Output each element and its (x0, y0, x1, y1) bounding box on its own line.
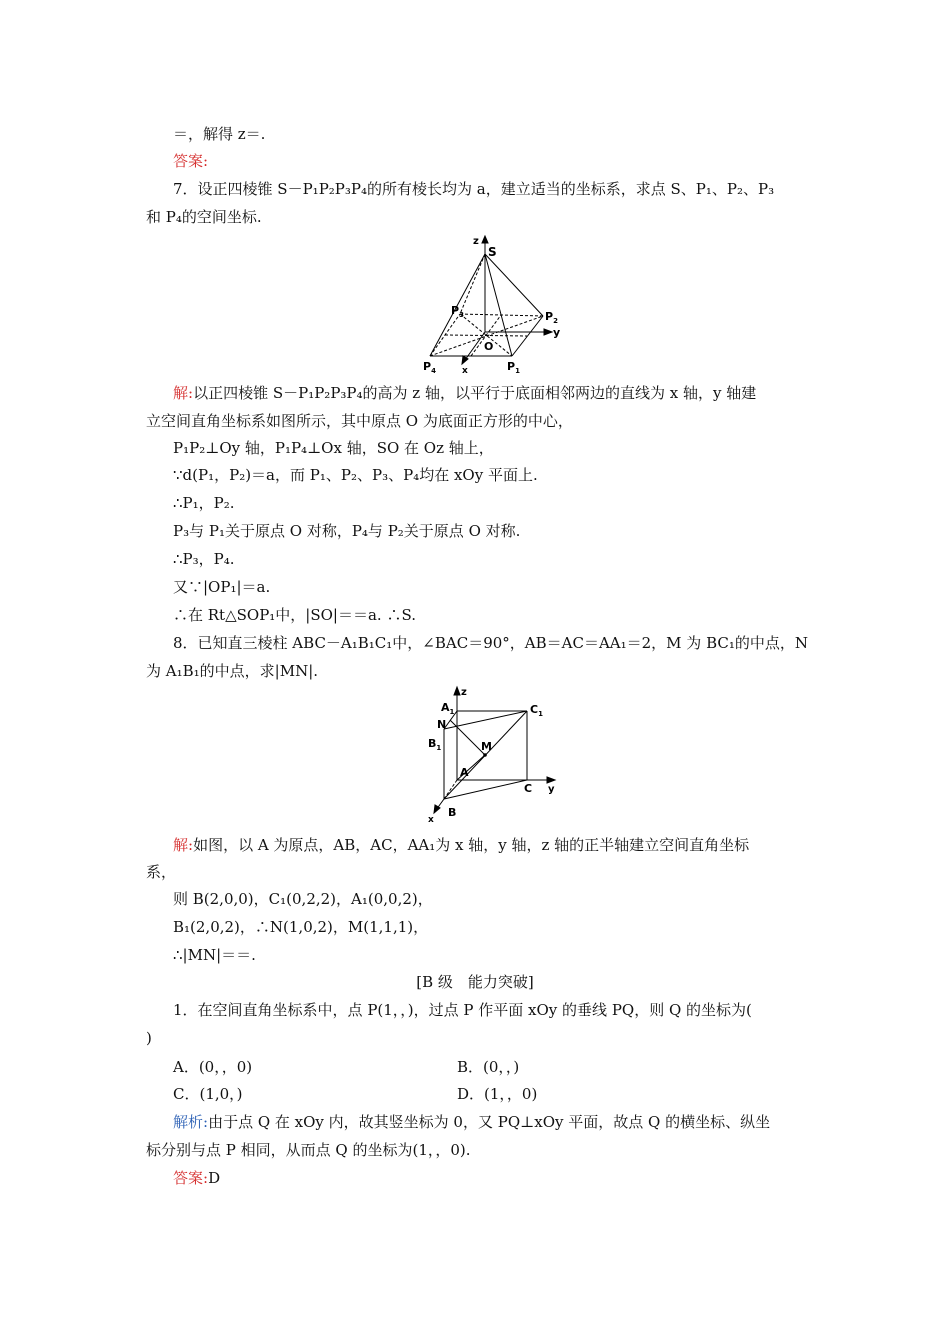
text-line: 又∵|OP₁|＝a. (173, 578, 271, 596)
axis-label-y: y (553, 326, 561, 339)
section-heading: [B 级 能力突破] (416, 973, 534, 991)
point-m-marker (483, 753, 487, 757)
point-label-p4: $P_4$ (423, 360, 436, 375)
prism-diagram (424, 684, 574, 826)
axis-label-y: y (548, 784, 555, 795)
text-line: 立空间直角坐标系如图所示，其中原点 O 为底面正方形的中心， (146, 412, 573, 430)
point-label-c: C (524, 782, 533, 795)
point-label-p1: $P_1$ (507, 360, 520, 375)
solution-7-line: 解:以正四棱锥 S－P₁P₂P₃P₄的高为 z 轴，以平行于底面相邻两边的直线为 x 轴，y 轴建 (173, 384, 757, 402)
text-line: ∵d(P₁，P₂)＝a，而 P₁、P₂、P₃、P₄均在 xOy 平面上. (173, 466, 538, 484)
axis-label-x: x (462, 366, 468, 376)
question-8: 8．已知直三棱柱 ABC－A₁B₁C₁中，∠BAC＝90°，AB＝AC＝AA₁＝2，M 为 BC₁的中点，N (173, 634, 808, 652)
point-label-b1: $B_1$ (428, 737, 442, 752)
text-line: P₃与 P₁关于原点 O 对称，P₄与 P₂关于原点 O 对称. (173, 522, 521, 540)
point-label-c1: $C_1$ (530, 703, 543, 718)
pyramid-diagram (415, 232, 575, 378)
point-label-m: M (481, 740, 492, 753)
question-b1: 1．在空间直角坐标系中，点 P(1，，)，过点 P 作平面 xOy 的垂线 PQ，则 Q 的坐标为( (173, 1001, 752, 1019)
text-line: P₁P₂⊥Oy 轴，P₁P₄⊥Ox 轴，SO 在 Oz 轴上， (173, 439, 494, 457)
text-line: ∴|MN|＝＝. (173, 946, 256, 964)
text-line: ＝，解得 z＝. (173, 125, 266, 143)
text-line: ∴P₁，P₂. (173, 494, 235, 512)
text-line: 为 A₁B₁的中点，求|MN|. (146, 662, 319, 680)
answer-label: 答案: (173, 152, 209, 170)
point-label-a: A (460, 766, 469, 779)
text-line: ) (146, 1029, 152, 1047)
point-label-a1: $A_1$ (441, 701, 455, 716)
text-line: 和 P₄的空间坐标. (146, 208, 262, 226)
axis-label-x: x (428, 815, 434, 825)
point-label-p2: $P_2$ (545, 310, 558, 325)
text-line: 系， (146, 863, 177, 881)
option-c: C．(1,0，) (173, 1085, 243, 1103)
analysis-line: 解析:由于点 Q 在 xOy 内，故其竖坐标为 0，又 PQ⊥xOy 平面，故点 Q 的横坐标、纵坐 (173, 1113, 771, 1131)
text-line: 则 B(2,0,0)，C₁(0,2,2)，A₁(0,0,2)， (173, 890, 433, 908)
axis-label-z: z (473, 236, 479, 247)
text-line: 标分别与点 P 相同，从而点 Q 的坐标为(1，，0). (146, 1141, 471, 1159)
text-line: ∴P₃，P₄. (173, 550, 235, 568)
text-line: ∴在 Rt△SOP₁中，|SO|＝＝a. ∴S. (173, 606, 416, 624)
option-b: B．(0，，) (457, 1058, 520, 1076)
origin-label-o: O (484, 340, 494, 353)
point-label-p3: $P_3$ (451, 304, 464, 319)
text-line: B₁(2,0,2)，∴N(1,0,2)，M(1,1,1)， (173, 918, 429, 936)
option-a: A．(0，，0) (173, 1058, 253, 1076)
answer-line: 答案:D (173, 1169, 221, 1187)
option-d: D．(1，，0) (457, 1085, 538, 1103)
question-7: 7．设正四棱锥 S－P₁P₂P₃P₄的所有棱长均为 a，建立适当的坐标系，求点 S、P₁、P₂、P₃ (173, 180, 775, 198)
point-label-s: S (488, 245, 497, 259)
pyramid-figure (415, 232, 575, 378)
prism-figure (424, 684, 574, 826)
point-label-b: B (448, 806, 457, 819)
axis-label-z: z (461, 687, 467, 698)
point-label-n: N (437, 718, 447, 731)
solution-8-line: 解:如图，以 A 为原点，AB，AC，AA₁为 x 轴，y 轴，z 轴的正半轴建立空间直角坐标 (173, 836, 750, 854)
